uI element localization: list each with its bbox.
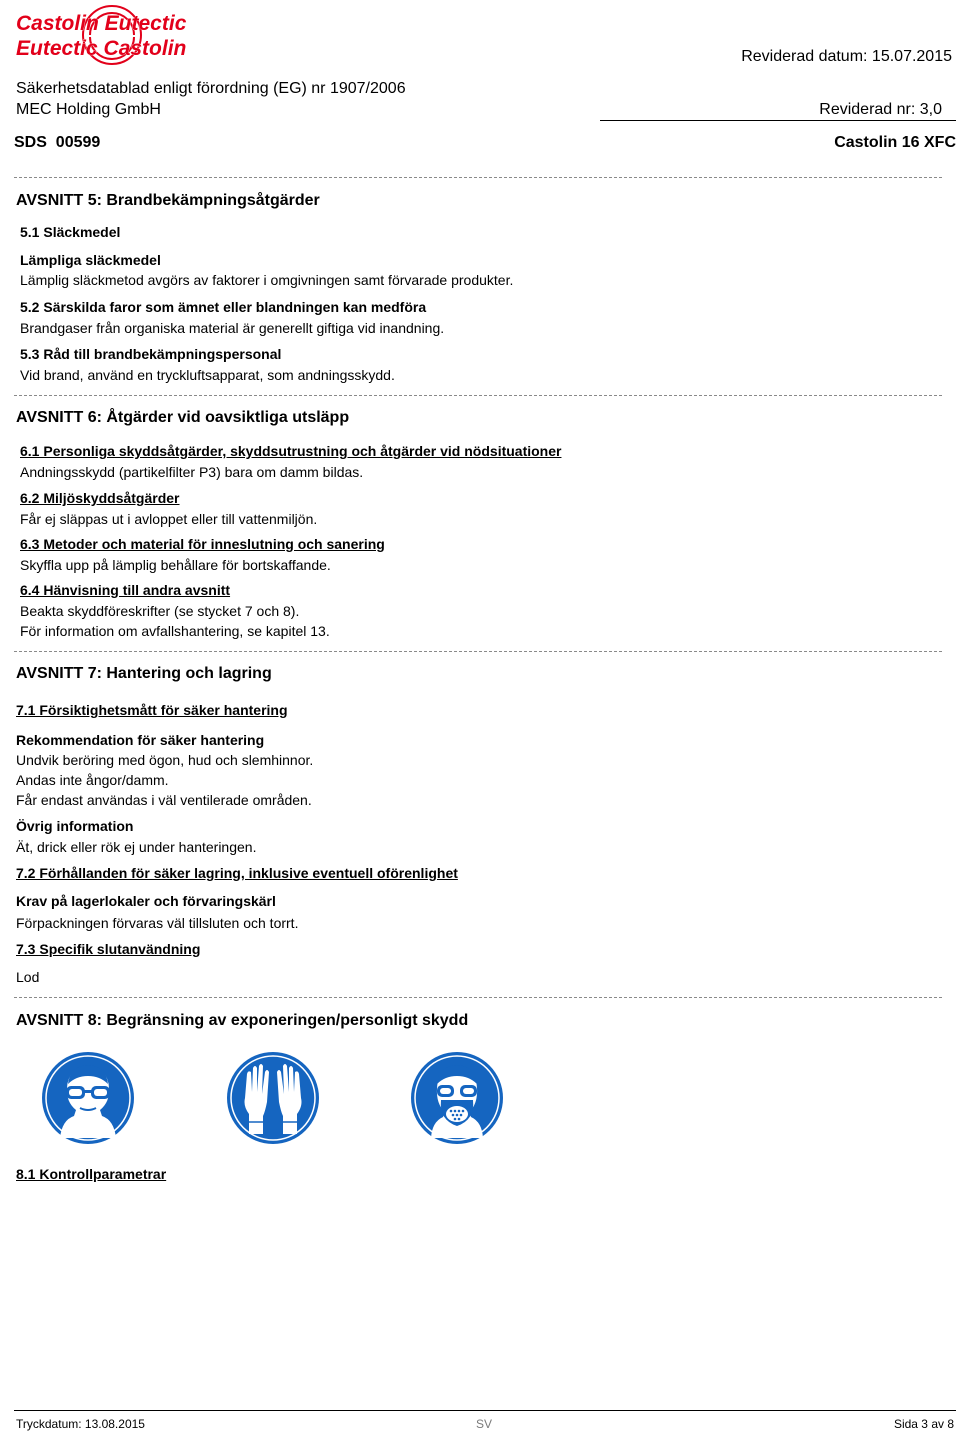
subsection-6-1: 6.1 Personliga skyddsåtgärder, skyddsutrustning och åtgärder vid nödsituationer	[20, 443, 562, 459]
other-info-title: Övrig information	[16, 818, 134, 834]
subsection-8-1: 8.1 Kontrollparametrar	[16, 1166, 167, 1182]
subsection-6-3: 6.3 Metoder och material för inneslutning och sanering	[20, 536, 385, 552]
handling-recommendation-line-2: Andas inte ångor/damm.	[16, 772, 169, 788]
subsection-7-3: 7.3 Specifik slutanvändning	[16, 941, 201, 957]
subsection-7-2: 7.2 Förhållanden för säker lagring, inklusive eventuell oförenlighet	[16, 865, 458, 881]
subsection-5-3-text: Vid brand, använd en tryckluftsapparat, som andningsskydd.	[20, 367, 395, 383]
logo-line-2: Eutectic Castolin	[16, 37, 187, 60]
handling-recommendation-line-3: Får endast användas i väl ventilerade områden.	[16, 792, 312, 808]
divider	[14, 651, 942, 652]
handling-recommendation-line-1: Undvik beröring med ögon, hud och slemhinnor.	[16, 752, 314, 768]
subsection-6-3-text: Skyffla upp på lämplig behållare för bortskaffande.	[20, 557, 331, 573]
header-rule	[600, 120, 956, 121]
company-name: MEC Holding GmbH	[16, 101, 161, 118]
print-date: Tryckdatum: 13.08.2015	[16, 1417, 145, 1431]
respirator-icon	[409, 1050, 505, 1146]
subsection-5-2: 5.2 Särskilda faror som ämnet eller blandningen kan medföra	[20, 299, 427, 315]
subsection-5-2-text: Brandgaser från organiska material är generellt giftiga vid inandning.	[20, 320, 445, 336]
subsection-6-4: 6.4 Hänvisning till andra avsnitt	[20, 582, 231, 598]
revised-date: Reviderad datum: 15.07.2015	[741, 48, 952, 65]
divider	[14, 395, 942, 396]
language-code: SV	[476, 1417, 493, 1431]
storage-requirements-text: Förpackningen förvaras väl tillsluten och torrt.	[16, 915, 299, 931]
other-info-text: Ät, drick eller rök ej under hanteringen.	[16, 839, 257, 855]
subsection-6-4-text-2: För information om avfallshantering, se kapitel 13.	[20, 623, 330, 639]
gloves-icon	[225, 1050, 321, 1146]
storage-requirements-title: Krav på lagerlokaler och förvaringskärl	[16, 893, 276, 909]
subsection-5-1: 5.1 Släckmedel	[20, 224, 121, 240]
subsection-6-1-text: Andningsskydd (partikelfilter P3) bara om damm bildas.	[20, 464, 364, 480]
subsection-5-3: 5.3 Råd till brandbekämpningspersonal	[20, 346, 282, 362]
subsection-6-2: 6.2 Miljöskyddsåtgärder	[20, 490, 180, 506]
revision-number: Reviderad nr: 3,0	[819, 101, 942, 118]
logo-line-1: Castolin Eutectic	[16, 12, 187, 35]
subsection-7-1: 7.1 Försiktighetsmått för säker hantering	[16, 702, 288, 718]
section-6-title: AVSNITT 6: Åtgärder vid oavsiktliga utsläpp	[16, 409, 350, 426]
suitable-media-title: Lämpliga släckmedel	[20, 252, 161, 268]
section-8-title: AVSNITT 8: Begränsning av exponeringen/personligt skydd	[16, 1012, 469, 1029]
section-7-title: AVSNITT 7: Hantering och lagring	[16, 665, 272, 682]
footer-rule	[14, 1410, 956, 1411]
regulation-text: Säkerhetsdatablad enligt förordning (EG) nr 1907/2006	[16, 80, 406, 97]
handling-recommendation-title: Rekommendation för säker hantering	[16, 732, 265, 748]
sds-number: SDS 00599	[14, 134, 101, 151]
subsection-6-4-text-1: Beakta skyddföreskrifter (se stycket 7 och 8).	[20, 603, 300, 619]
divider	[14, 997, 942, 998]
subsection-6-2-text: Får ej släppas ut i avloppet eller till vattenmiljön.	[20, 511, 318, 527]
subsection-7-3-text: Lod	[16, 969, 40, 985]
page-number: Sida 3 av 8	[893, 1417, 954, 1431]
company-logo	[14, 4, 210, 68]
product-name: Castolin 16 XFC	[834, 134, 956, 151]
divider	[14, 177, 942, 178]
eye-protection-icon	[40, 1050, 136, 1146]
suitable-media-text: Lämplig släckmetod avgörs av faktorer i omgivningen samt förvarade produkter.	[20, 272, 514, 288]
section-5-title: AVSNITT 5: Brandbekämpningsåtgärder	[16, 192, 320, 209]
